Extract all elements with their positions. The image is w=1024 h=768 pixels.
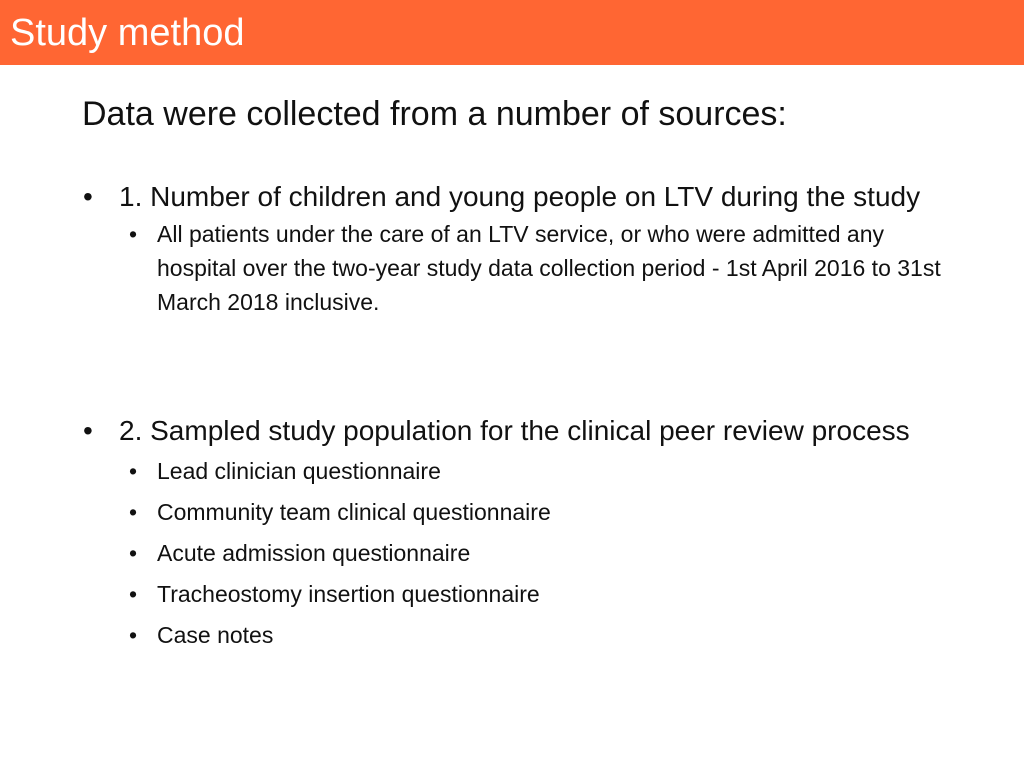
list-item — [129, 492, 957, 533]
bullet-icon: • — [83, 415, 93, 446]
list-item-text: Tracheostomy insertion questionnaire — [157, 581, 540, 607]
sub-list — [0, 217, 1024, 319]
list-item-text: Acute admission questionnaire — [157, 540, 471, 566]
intro-text: Data were collected from a number of sources: — [82, 95, 787, 133]
bullet-icon: • — [129, 499, 138, 525]
bullet-icon: • — [129, 540, 138, 566]
list-item — [129, 451, 957, 492]
sub-list — [0, 451, 1024, 656]
list-item-text: Community team clinical questionnaire — [157, 499, 551, 525]
section-heading — [83, 410, 949, 451]
section-heading-text: 1. Number of children and young people on LTV during the study — [119, 181, 921, 212]
section-1 — [0, 176, 1024, 319]
bullet-icon: • — [83, 181, 93, 212]
list-item — [129, 615, 957, 656]
list-item — [129, 217, 957, 319]
bullet-icon: • — [129, 458, 138, 484]
slide-title: Study method — [10, 12, 245, 54]
section-2 — [0, 410, 1024, 656]
bullet-icon: • — [129, 221, 138, 247]
list-item-text: Case notes — [157, 622, 274, 648]
list-item-text: Lead clinician questionnaire — [157, 458, 441, 484]
list-item — [129, 533, 957, 574]
bullet-icon: • — [129, 581, 138, 607]
bullet-icon: • — [129, 622, 138, 648]
title-bar — [0, 0, 1024, 65]
list-item-text: All patients under the care of an LTV service, or who were admitted any hospital over the two-year study data collection period - 1st April 2016 to 31st March 2018 inclusive. — [157, 221, 941, 315]
section-heading — [83, 176, 949, 217]
section-heading-text: 2. Sampled study population for the clinical peer review process — [119, 415, 910, 446]
list-item — [129, 574, 957, 615]
